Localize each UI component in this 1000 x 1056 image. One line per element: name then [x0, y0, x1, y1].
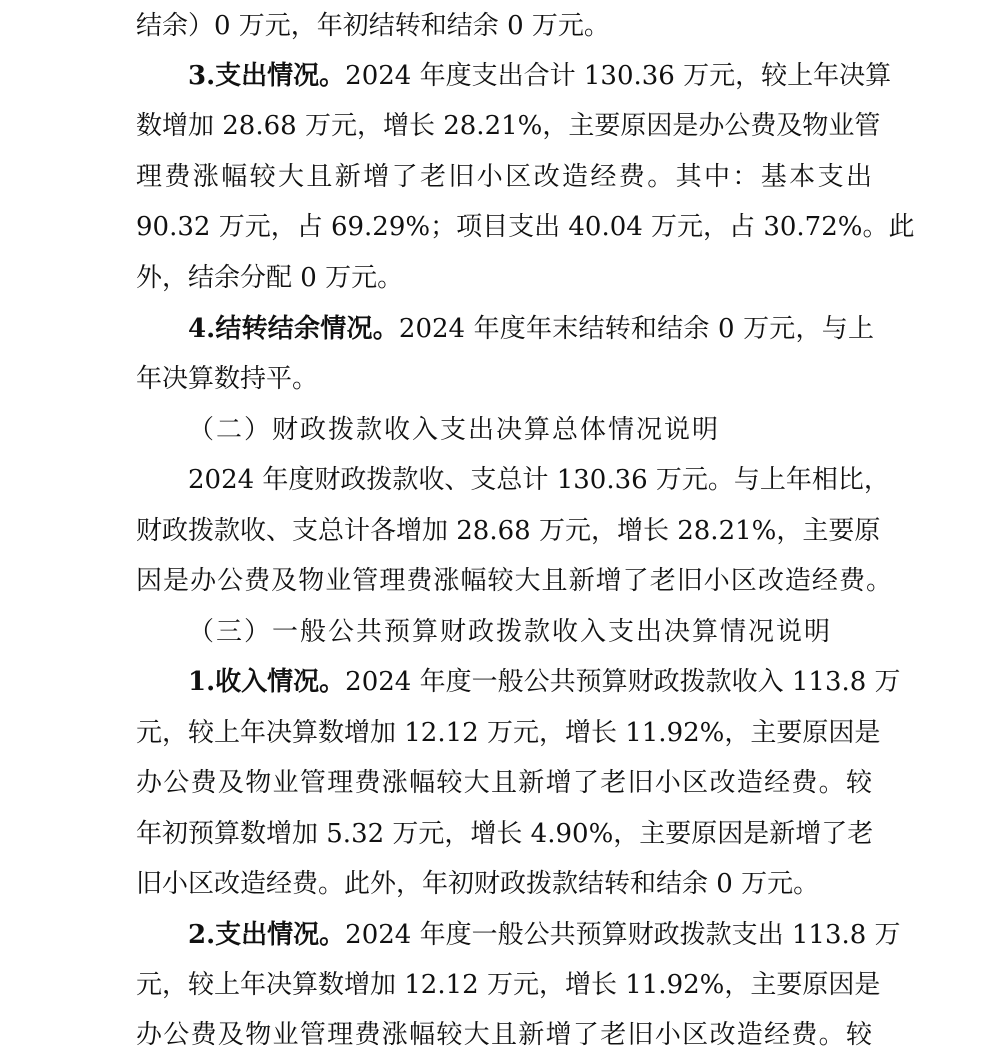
- paragraph-carryover-line: 4.结转结余情况。2024 年度年末结转和结余 0 万元，与上: [188, 314, 874, 344]
- text-line: 数增加 28.68 万元，增长 28.21%，主要原因是办公费及物业管: [136, 111, 881, 141]
- text-line: 2024 年度财政拨款收、支总计 130.36 万元。与上年相比，: [188, 465, 890, 495]
- text-line: 年决算数持平。: [136, 364, 319, 394]
- text-line: 年初预算数增加 5.32 万元，增长 4.90%，主要原因是新增了老: [136, 819, 874, 849]
- text-line: 理费涨幅较大且新增了老旧小区改造经费。其中：基本支出: [136, 162, 872, 192]
- text-line: 旧小区改造经费。此外，年初财政拨款结转和结余 0 万元。: [136, 869, 820, 899]
- subsection-heading-general-budget: （三）一般公共预算财政拨款收入支出决算情况说明: [188, 617, 833, 647]
- paragraph-general-expenditure-line: 2.支出情况。2024 年度一般公共预算财政拨款支出 113.8 万: [188, 920, 901, 950]
- text-line: 元，较上年决算数增加 12.12 万元，增长 11.92%，主要原因是: [136, 718, 881, 748]
- section-heading-general-expenditure: 2.支出情况。: [188, 920, 346, 950]
- subsection-heading-fiscal-overall: （二）财政拨款收入支出决算总体情况说明: [188, 415, 721, 445]
- paragraph-income-line: 1.收入情况。2024 年度一般公共预算财政拨款收入 113.8 万: [188, 667, 901, 697]
- text-line: 因是办公费及物业管理费涨幅较大且新增了老旧小区改造经费。: [136, 566, 892, 596]
- text-line: 办公费及物业管理费涨幅较大且新增了老旧小区改造经费。较: [136, 768, 872, 798]
- text-line: 外，结余分配 0 万元。: [136, 263, 404, 293]
- text-line: 办公费及物业管理费涨幅较大且新增了老旧小区改造经费。较: [136, 1020, 872, 1050]
- text-line: 元，较上年决算数增加 12.12 万元，增长 11.92%，主要原因是: [136, 970, 881, 1000]
- text-line: 90.32 万元，占 69.29%；项目支出 40.04 万元，占 30.72%。此: [136, 212, 915, 242]
- section-heading-expenditure: 3.支出情况。: [188, 61, 346, 91]
- text-line: 财政拨款收、支总计各增加 28.68 万元，增长 28.21%，主要原: [136, 516, 881, 546]
- section-heading-income: 1.收入情况。: [188, 667, 346, 697]
- section-heading-carryover: 4.结转结余情况。: [188, 314, 399, 344]
- paragraph-expenditure-line: 3.支出情况。2024 年度支出合计 130.36 万元，较上年决算: [188, 61, 892, 91]
- text-line: 结余）0 万元，年初结转和结余 0 万元。: [136, 11, 610, 41]
